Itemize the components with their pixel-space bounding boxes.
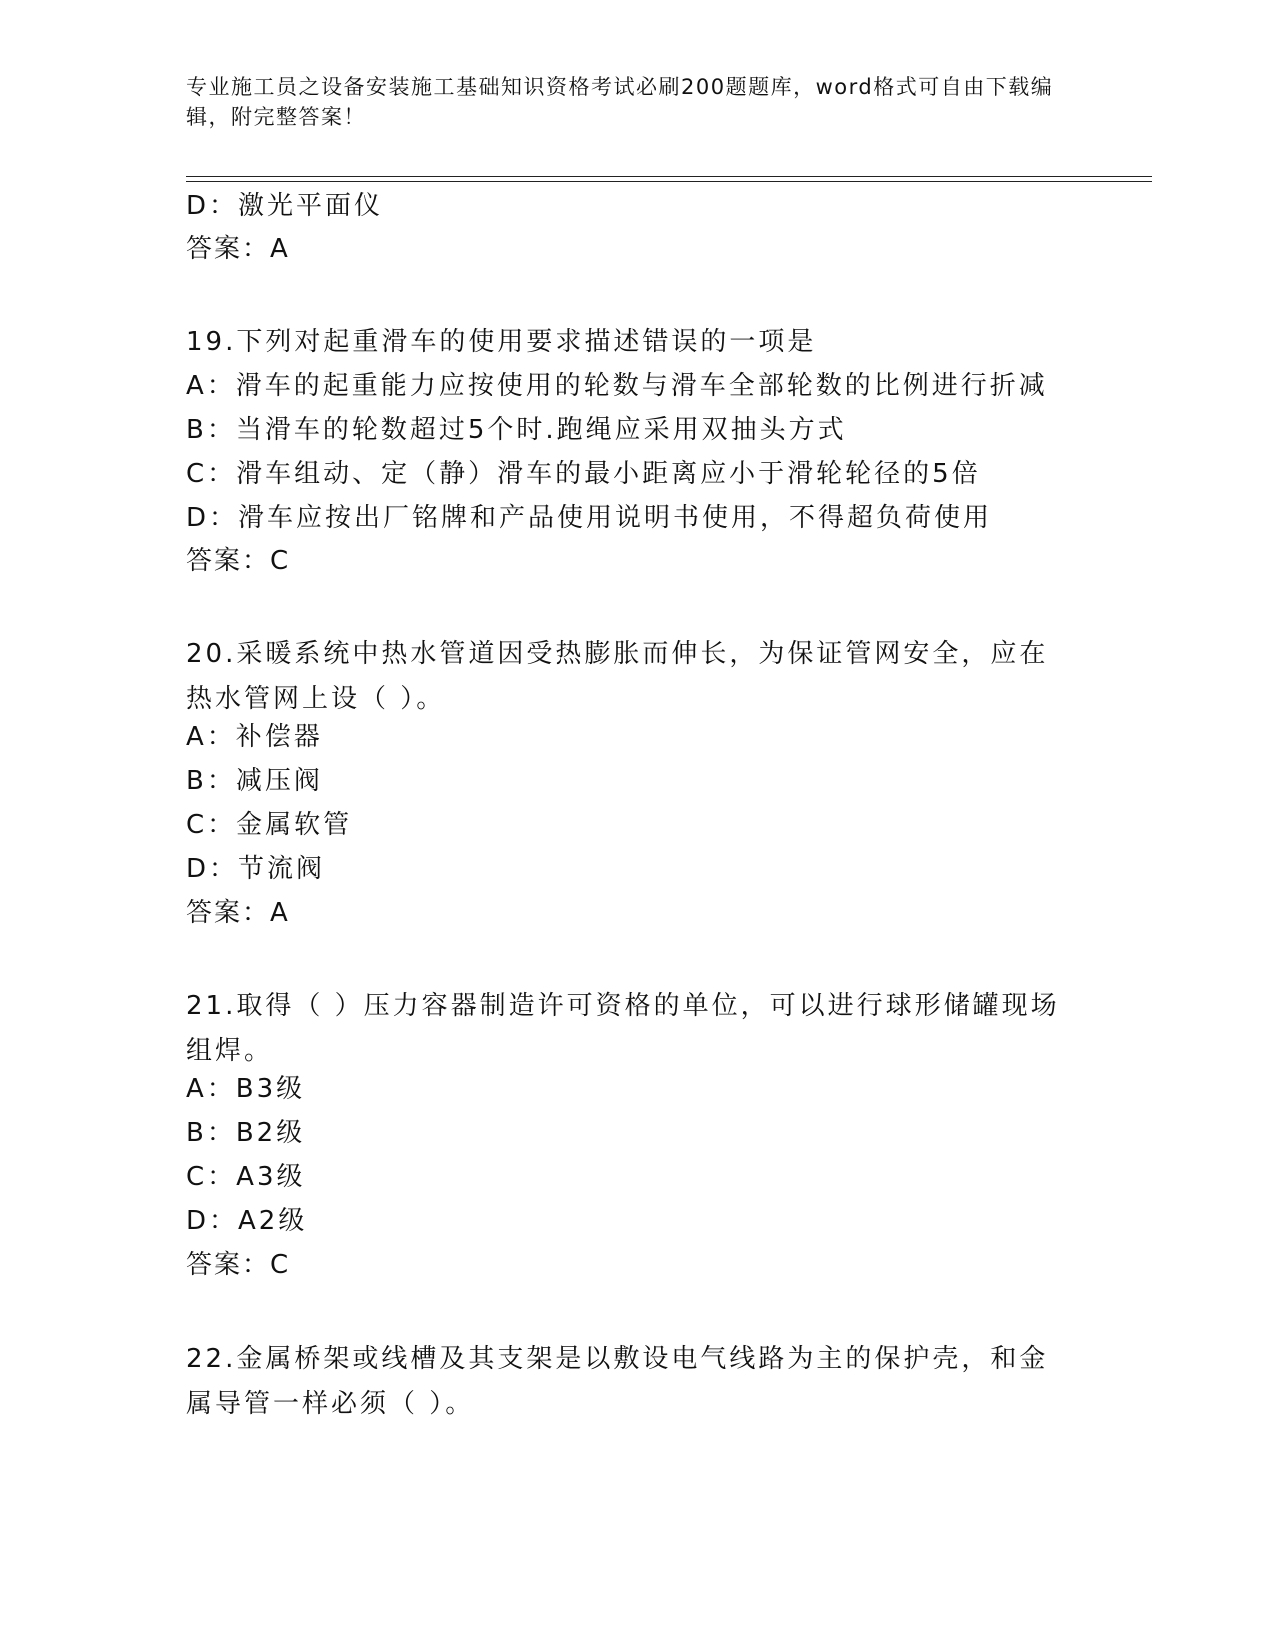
question-19-stem: 19.下列对起重滑车的使用要求描述错误的一项是 <box>186 327 817 357</box>
question-20-stem: 20.采暖系统中热水管道因受热膨胀而伸长，为保证管网安全，应在热水管网上设（ ）。 <box>186 639 1049 714</box>
answer-prev: 答案：A <box>186 234 290 264</box>
question-21-option-a: A：B3级 <box>186 1074 306 1104</box>
question-21-option-b: B：B2级 <box>186 1118 306 1148</box>
question-20-answer: 答案：A <box>186 898 290 928</box>
option-d-prev: D：激光平面仪 <box>186 191 384 221</box>
question-21-stem: 21.取得（ ）压力容器制造许可资格的单位，可以进行球形储罐现场组焊。 <box>186 991 1060 1066</box>
header-rule-top <box>186 176 1152 177</box>
question-20-option-d: D：节流阀 <box>186 854 326 884</box>
question-19-option-b: B：当滑车的轮数超过5个时.跑绳应采用双抽头方式 <box>186 415 847 445</box>
question-20-option-b: B：减压阀 <box>186 766 323 796</box>
document-header: 专业施工员之设备安装施工基础知识资格考试必刷200题题库，word格式可自由下载编辑，附完整答案！ <box>186 75 1054 129</box>
question-20-option-a: A：补偿器 <box>186 722 323 752</box>
question-22-stem: 22.金属桥架或线槽及其支架是以敷设电气线路为主的保护壳，和金属导管一样必须（ ）。 <box>186 1344 1049 1419</box>
question-19-option-a: A：滑车的起重能力应按使用的轮数与滑车全部轮数的比例进行折减 <box>186 371 1048 401</box>
question-19-answer: 答案：C <box>186 546 291 576</box>
header-rule-bottom <box>186 181 1152 182</box>
question-21-option-d: D：A2级 <box>186 1206 308 1236</box>
question-20-option-c: C：金属软管 <box>186 810 353 840</box>
question-19-option-d: D：滑车应按出厂铭牌和产品使用说明书使用，不得超负荷使用 <box>186 503 993 533</box>
question-21-answer: 答案：C <box>186 1250 291 1280</box>
question-21-option-c: C：A3级 <box>186 1162 306 1192</box>
question-19-option-c: C：滑车组动、定（静）滑车的最小距离应小于滑轮轮径的5倍 <box>186 459 981 489</box>
